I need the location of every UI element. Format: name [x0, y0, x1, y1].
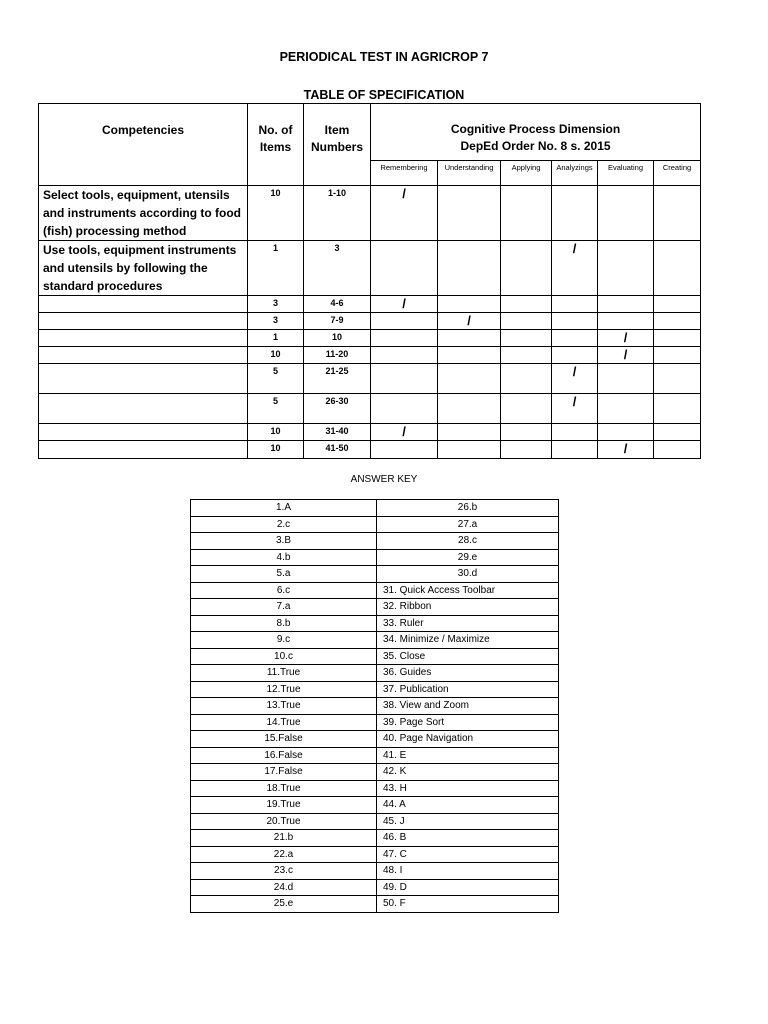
table-row	[39, 364, 701, 394]
answer-cell: 35. Close	[377, 648, 559, 665]
competency-cell	[39, 330, 248, 347]
check-mark-cell: /	[598, 441, 654, 459]
item-count-cell: 1	[248, 241, 304, 296]
table-row	[39, 296, 701, 313]
competency-cell	[39, 347, 248, 364]
check-mark-cell	[654, 330, 701, 347]
cpd-order: DepEd Order No. 8 s. 2015	[460, 139, 611, 153]
answer-cell: 42. K	[377, 764, 559, 781]
item-count-cell: 1	[248, 330, 304, 347]
check-mark-cell	[654, 296, 701, 313]
answer-cell: 20.True	[191, 813, 377, 830]
check-mark-cell	[501, 394, 552, 424]
table-row	[39, 313, 701, 330]
item-count-cell: 5	[248, 394, 304, 424]
answer-row	[191, 582, 559, 599]
answer-cell: 25.e	[191, 896, 377, 913]
answer-cell: 2.c	[191, 516, 377, 533]
table-title: TABLE OF SPECIFICATION	[303, 88, 465, 102]
check-mark-cell: /	[371, 186, 438, 241]
check-mark-cell	[552, 296, 598, 313]
item-numbers-cell: 10	[304, 330, 371, 347]
item-numbers-cell: 11-20	[304, 347, 371, 364]
check-mark-cell	[552, 186, 598, 241]
answer-cell: 28.c	[377, 533, 559, 550]
answer-row	[191, 632, 559, 649]
answer-cell: 27.a	[377, 516, 559, 533]
check-mark-cell	[654, 424, 701, 441]
check-mark-cell	[501, 441, 552, 459]
answer-cell: 10.c	[191, 648, 377, 665]
check-mark-cell	[598, 424, 654, 441]
check-mark-cell	[501, 424, 552, 441]
table-row	[39, 241, 701, 296]
item-count-cell: 10	[248, 347, 304, 364]
answer-cell: 19.True	[191, 797, 377, 814]
answer-row	[191, 615, 559, 632]
header-no-of-items: No. of Items	[248, 104, 304, 186]
check-mark-cell: /	[552, 241, 598, 296]
answer-key-title: ANSWER KEY	[350, 474, 418, 485]
answer-cell: 40. Page Navigation	[377, 731, 559, 748]
level-header: Creating	[654, 161, 701, 186]
level-header: Analyzings	[552, 161, 598, 186]
item-numbers-cell: 21-25	[304, 364, 371, 394]
check-mark-cell	[654, 441, 701, 459]
answer-cell: 26.b	[377, 500, 559, 517]
check-mark-cell	[654, 313, 701, 330]
competency-cell	[39, 441, 248, 459]
competency-cell	[39, 313, 248, 330]
answer-key-table	[190, 499, 559, 913]
answer-row	[191, 665, 559, 682]
check-mark-cell	[598, 241, 654, 296]
answer-cell: 49. D	[377, 879, 559, 896]
answer-cell: 30.d	[377, 566, 559, 583]
answer-row	[191, 549, 559, 566]
answer-cell: 36. Guides	[377, 665, 559, 682]
answer-cell: 8.b	[191, 615, 377, 632]
answer-cell: 39. Page Sort	[377, 714, 559, 731]
answer-cell: 5.a	[191, 566, 377, 583]
item-numbers-cell: 1-10	[304, 186, 371, 241]
item-numbers-cell: 26-30	[304, 394, 371, 424]
cpd-title: Cognitive Process Dimension	[450, 122, 621, 136]
answer-cell: 33. Ruler	[377, 615, 559, 632]
answer-cell: 11.True	[191, 665, 377, 682]
check-mark-cell	[552, 347, 598, 364]
check-mark-cell	[438, 296, 501, 313]
table-row	[39, 330, 701, 347]
answer-cell: 34. Minimize / Maximize	[377, 632, 559, 649]
item-numbers-cell: 41-50	[304, 441, 371, 459]
answer-cell: 24.d	[191, 879, 377, 896]
answer-cell: 43. H	[377, 780, 559, 797]
item-numbers-cell: 7-9	[304, 313, 371, 330]
table-row	[39, 347, 701, 364]
check-mark-cell	[598, 364, 654, 394]
check-mark-cell	[371, 330, 438, 347]
item-count-cell: 10	[248, 424, 304, 441]
answer-cell: 41. E	[377, 747, 559, 764]
check-mark-cell	[371, 394, 438, 424]
check-mark-cell	[501, 364, 552, 394]
check-mark-cell	[438, 347, 501, 364]
answer-cell: 50. F	[377, 896, 559, 913]
check-mark-cell: /	[598, 347, 654, 364]
level-header: Evaluating	[598, 161, 654, 186]
item-count-cell: 3	[248, 296, 304, 313]
answer-cell: 48. I	[377, 863, 559, 880]
check-mark-cell	[371, 347, 438, 364]
check-mark-cell	[654, 364, 701, 394]
page-title: PERIODICAL TEST IN AGRICROP 7	[279, 50, 489, 64]
check-mark-cell: /	[552, 394, 598, 424]
answer-row	[191, 516, 559, 533]
answer-row	[191, 879, 559, 896]
answer-cell: 12.True	[191, 681, 377, 698]
table-row	[39, 394, 701, 424]
item-count-cell: 10	[248, 186, 304, 241]
item-count-cell: 5	[248, 364, 304, 394]
check-mark-cell	[598, 296, 654, 313]
competency-cell: Select tools, equipment, utensils and instruments according to food (fish) processing method	[39, 186, 248, 241]
answer-cell: 3.B	[191, 533, 377, 550]
item-numbers-cell: 31-40	[304, 424, 371, 441]
level-header: Understanding	[438, 161, 501, 186]
answer-row	[191, 846, 559, 863]
check-mark-cell	[438, 424, 501, 441]
answer-cell: 22.a	[191, 846, 377, 863]
answer-cell: 17.False	[191, 764, 377, 781]
header-competencies: Competencies	[39, 104, 248, 186]
table-row	[39, 441, 701, 459]
check-mark-cell: /	[438, 313, 501, 330]
table-row	[39, 424, 701, 441]
check-mark-cell: /	[371, 296, 438, 313]
answer-cell: 16.False	[191, 747, 377, 764]
item-numbers-cell: 4-6	[304, 296, 371, 313]
answer-cell: 46. B	[377, 830, 559, 847]
answer-cell: 32. Ribbon	[377, 599, 559, 616]
answer-row	[191, 764, 559, 781]
check-mark-cell: /	[371, 424, 438, 441]
check-mark-cell	[438, 394, 501, 424]
answer-row	[191, 681, 559, 698]
competency-cell: Use tools, equipment instruments and utensils by following the standard procedures	[39, 241, 248, 296]
answer-row	[191, 648, 559, 665]
check-mark-cell	[371, 364, 438, 394]
check-mark-cell	[438, 186, 501, 241]
answer-row	[191, 599, 559, 616]
answer-cell: 31. Quick Access Toolbar	[377, 582, 559, 599]
answer-cell: 15.False	[191, 731, 377, 748]
check-mark-cell	[438, 441, 501, 459]
check-mark-cell: /	[552, 364, 598, 394]
check-mark-cell	[552, 424, 598, 441]
answer-row	[191, 747, 559, 764]
table-of-specification	[38, 103, 701, 459]
answer-cell: 23.c	[191, 863, 377, 880]
answer-row	[191, 500, 559, 517]
answer-cell: 7.a	[191, 599, 377, 616]
header-cognitive-process	[371, 104, 701, 161]
check-mark-cell	[654, 347, 701, 364]
item-count-cell: 10	[248, 441, 304, 459]
answer-row	[191, 797, 559, 814]
check-mark-cell	[501, 347, 552, 364]
answer-cell: 1.A	[191, 500, 377, 517]
level-header: Remembering	[371, 161, 438, 186]
check-mark-cell	[552, 313, 598, 330]
answer-row	[191, 533, 559, 550]
check-mark-cell	[598, 313, 654, 330]
header-item-numbers: Item Numbers	[304, 104, 371, 186]
check-mark-cell	[371, 441, 438, 459]
answer-cell: 4.b	[191, 549, 377, 566]
check-mark-cell	[654, 394, 701, 424]
check-mark-cell	[552, 330, 598, 347]
competency-cell	[39, 394, 248, 424]
answer-row	[191, 813, 559, 830]
competency-cell	[39, 424, 248, 441]
check-mark-cell: /	[598, 330, 654, 347]
check-mark-cell	[501, 241, 552, 296]
level-header: Applying	[501, 161, 552, 186]
check-mark-cell	[371, 313, 438, 330]
answer-cell: 38. View and Zoom	[377, 698, 559, 715]
check-mark-cell	[438, 330, 501, 347]
check-mark-cell	[438, 241, 501, 296]
answer-row	[191, 863, 559, 880]
check-mark-cell	[501, 296, 552, 313]
check-mark-cell	[501, 313, 552, 330]
answer-row	[191, 566, 559, 583]
answer-cell: 45. J	[377, 813, 559, 830]
check-mark-cell	[501, 330, 552, 347]
check-mark-cell	[654, 241, 701, 296]
answer-cell: 9.c	[191, 632, 377, 649]
answer-cell: 18.True	[191, 780, 377, 797]
answer-row	[191, 714, 559, 731]
answer-cell: 47. C	[377, 846, 559, 863]
answer-cell: 29.e	[377, 549, 559, 566]
answer-cell: 44. A	[377, 797, 559, 814]
item-count-cell: 3	[248, 313, 304, 330]
answer-row	[191, 731, 559, 748]
answer-row	[191, 780, 559, 797]
competency-cell	[39, 364, 248, 394]
check-mark-cell	[552, 441, 598, 459]
check-mark-cell	[438, 364, 501, 394]
check-mark-cell	[501, 186, 552, 241]
answer-cell: 13.True	[191, 698, 377, 715]
check-mark-cell	[598, 394, 654, 424]
table-row	[39, 186, 701, 241]
answer-row	[191, 896, 559, 913]
answer-row	[191, 698, 559, 715]
answer-cell: 6.c	[191, 582, 377, 599]
answer-cell: 21.b	[191, 830, 377, 847]
competency-cell	[39, 296, 248, 313]
check-mark-cell	[371, 241, 438, 296]
check-mark-cell	[598, 186, 654, 241]
answer-cell: 14.True	[191, 714, 377, 731]
item-numbers-cell: 3	[304, 241, 371, 296]
check-mark-cell	[654, 186, 701, 241]
answer-cell: 37. Publication	[377, 681, 559, 698]
answer-row	[191, 830, 559, 847]
